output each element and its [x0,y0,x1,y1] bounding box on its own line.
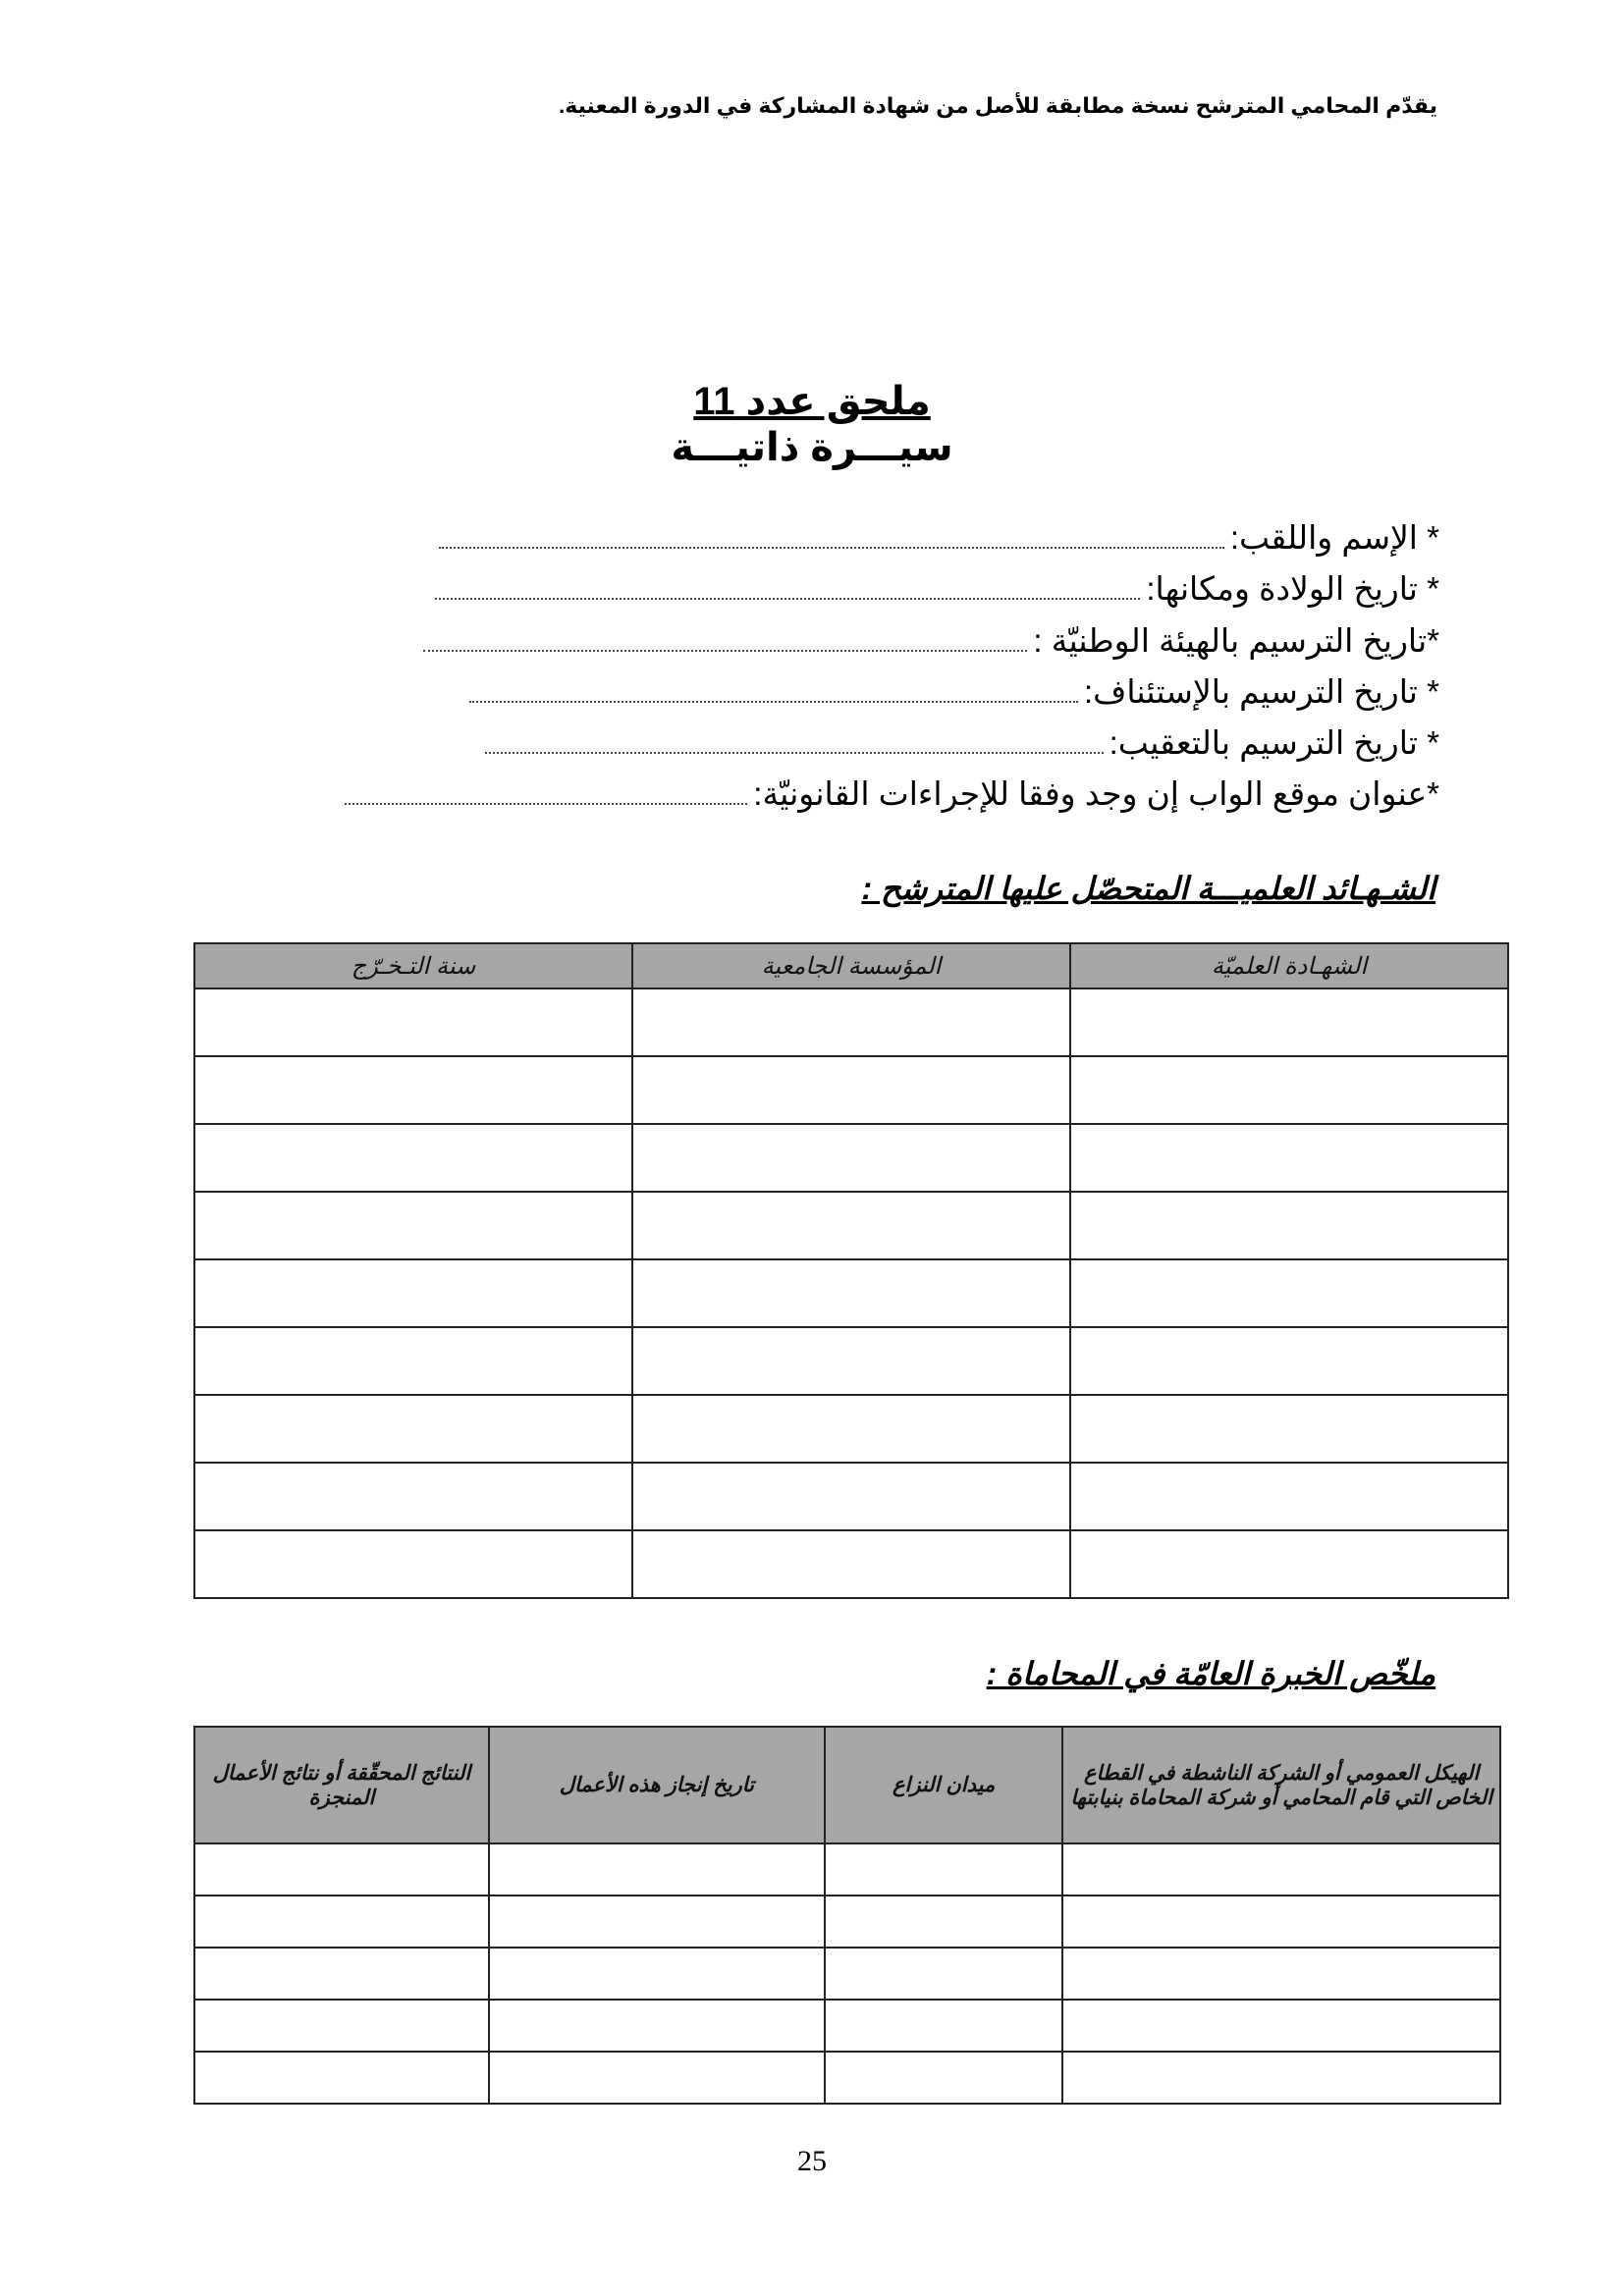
field-birth [435,566,1439,612]
section-degrees-title: الشـهـائد العلميـــة المتحصّل عليها المترشح : [861,871,1435,906]
table-cell[interactable] [632,1463,1070,1530]
table-cell[interactable] [194,1395,632,1463]
fill-line[interactable] [345,781,747,805]
table-cell[interactable] [489,2000,825,2052]
table-cell[interactable] [1070,1327,1508,1395]
table-row [194,1395,1508,1463]
table-cell[interactable] [825,1843,1062,1896]
table-row [194,1056,1508,1124]
field-label: * تاريخ الترسيم بالتعقيب: [1109,724,1439,761]
table-cell[interactable] [1070,1463,1508,1530]
col-client-header: الهيكل العمومي أو الشركة الناشطة في القطاع الخاص التي قام المحامي أو شركة المحاماة بنيابتها [1062,1727,1500,1843]
page-number: 25 [797,2145,827,2177]
table-row [194,1530,1508,1598]
table-cell[interactable] [1062,2000,1500,2052]
table-cell[interactable] [489,1843,825,1896]
table-row [194,1843,1500,1896]
table-cell[interactable] [825,2052,1062,2104]
annex-title: ملحق عدد 11 [693,380,931,423]
field-name [439,515,1439,561]
header-note: يقدّم المحامي المترشح نسخة مطابقة للأصل من شهادة المشاركة في الدورة المعنية. [559,93,1437,118]
table-cell[interactable] [194,1259,632,1327]
table-cell[interactable] [489,1896,825,1948]
table-cell[interactable] [194,2000,489,2052]
table-cell[interactable] [632,1259,1070,1327]
table-cell[interactable] [194,1896,489,1948]
table-row [194,988,1508,1056]
field-label: *تاريخ الترسيم بالهيئة الوطنيّة : [1033,622,1439,659]
table-cell[interactable] [1062,1948,1500,2000]
field-appeal-registration [469,669,1439,715]
table-cell[interactable] [632,1530,1070,1598]
table-cell[interactable] [1070,1259,1508,1327]
table-cell[interactable] [825,1896,1062,1948]
field-label: * تاريخ الولادة ومكانها: [1146,570,1439,607]
table-cell[interactable] [194,1948,489,2000]
table-cell[interactable] [632,1327,1070,1395]
field-label: *عنوان موقع الواب إن وجد وفقا للإجراءات القانونيّة: [753,775,1439,812]
table-cell[interactable] [1070,1124,1508,1192]
table-cell[interactable] [1070,988,1508,1056]
experience-table [193,1726,1501,2105]
table-cell[interactable] [489,1948,825,2000]
table-row [194,1259,1508,1327]
table-cell[interactable] [632,1395,1070,1463]
table-cell[interactable] [825,1948,1062,2000]
table-row [194,2052,1500,2104]
col-degree-header: الشهـادة العلميّة [1070,943,1508,988]
table-cell[interactable] [194,988,632,1056]
col-dispute-field-header: ميدان النزاع [825,1727,1062,1843]
col-completion-date-header: تاريخ إنجاز هذه الأعمال [489,1727,825,1843]
table-cell[interactable] [194,1530,632,1598]
section-experience-title: ملخّص الخبرة العامّة في المحاماة : [986,1656,1435,1691]
table-cell[interactable] [825,2000,1062,2052]
table-cell[interactable] [1070,1192,1508,1259]
table-cell[interactable] [194,1192,632,1259]
table-cell[interactable] [194,1056,632,1124]
col-institution-header: المؤسسة الجامعية [632,943,1070,988]
table-row [194,1463,1508,1530]
table-cell[interactable] [1070,1530,1508,1598]
table-row [194,1124,1508,1192]
table-cell[interactable] [1062,2052,1500,2104]
fill-line[interactable] [435,576,1140,600]
table-row [194,1896,1500,1948]
table-cell[interactable] [194,1463,632,1530]
col-graduation-year-header: سنة التـخـرّج [194,943,632,988]
table-cell[interactable] [1062,1843,1500,1896]
col-results-header: النتائج المحقّقة أو نتائج الأعمال المنجزة [194,1727,489,1843]
fill-line[interactable] [469,679,1078,703]
table-row [194,2000,1500,2052]
fill-line[interactable] [439,525,1224,549]
table-row [194,1192,1508,1259]
field-label: * تاريخ الترسيم بالإستئناف: [1084,673,1439,710]
fill-line[interactable] [485,730,1104,754]
field-cassation-registration [485,721,1439,766]
table-cell[interactable] [1062,1896,1500,1948]
table-cell[interactable] [1070,1395,1508,1463]
table-cell[interactable] [194,1327,632,1395]
table-cell[interactable] [632,1056,1070,1124]
table-cell[interactable] [194,1843,489,1896]
table-cell[interactable] [632,1124,1070,1192]
table-row [194,1327,1508,1395]
degrees-table [193,942,1509,1599]
fill-line[interactable] [423,628,1027,652]
field-website [345,772,1439,817]
table-cell[interactable] [632,988,1070,1056]
table-cell[interactable] [194,1124,632,1192]
document-subtitle: سيـــرة ذاتيـــة [671,426,953,469]
field-label: * الإسم واللقب: [1229,519,1439,556]
table-row [194,1948,1500,2000]
table-cell[interactable] [1070,1056,1508,1124]
table-cell[interactable] [632,1192,1070,1259]
field-national-registration [423,618,1439,664]
table-cell[interactable] [194,2052,489,2104]
table-cell[interactable] [489,2052,825,2104]
